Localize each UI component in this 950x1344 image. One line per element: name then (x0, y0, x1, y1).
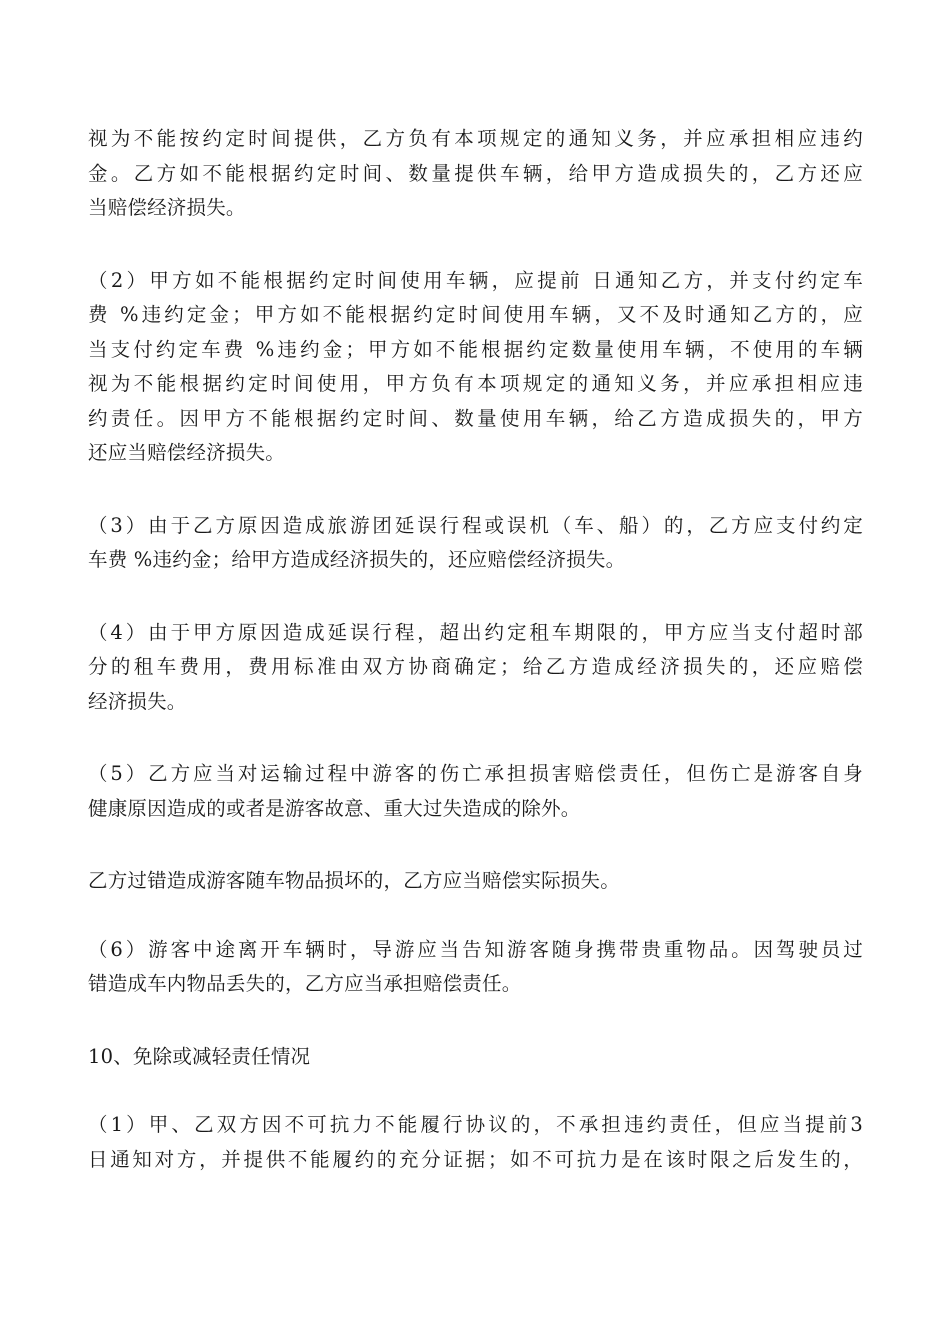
text-line: 金。乙方如不能根据约定时间、数量提供车辆，给甲方造成损失的，乙方还应 (88, 161, 863, 185)
paragraph-clause-2 (88, 264, 863, 471)
text-line: 视为不能根据约定时间使用，甲方负有本项规定的通知义务，并应承担相应违 (88, 372, 863, 395)
text-line: 经济损失。 (88, 689, 187, 713)
paragraph-clause-3 (88, 509, 863, 578)
text-line: （4）由于甲方原因造成延误行程，超出约定租车期限的，甲方应当支付超时部 (88, 620, 863, 644)
paragraph-clause-4 (88, 616, 863, 720)
paragraph-continuation (88, 122, 863, 226)
text-line: （5）乙方应当对运输过程中游客的伤亡承担损害赔偿责任，但伤亡是游客自身 (88, 762, 863, 785)
text-line: 健康原因造成的或者是游客故意、重大过失造成的除外。 (88, 796, 581, 820)
text-line: 当赔偿经济损失。 (88, 196, 246, 219)
text-line: （6）游客中途离开车辆时，导游应当告知游客随身携带贵重物品。因驾驶员过 (88, 937, 863, 961)
text-line: 错造成车内物品丢失的，乙方应当承担赔偿责任。 (88, 972, 522, 995)
text-line: 乙方过错造成游客随车物品损坏的，乙方应当赔偿实际损失。 (88, 869, 620, 892)
text-line: 约责任。因甲方不能根据约定时间、数量使用车辆，给乙方造成损失的，甲方 (88, 406, 863, 430)
section-heading (88, 1040, 863, 1075)
paragraph-clause-5-supplement (88, 864, 863, 899)
text-line: （2）甲方如不能根据约定时间使用车辆，应提前 日通知乙方，并支付约定车 (88, 268, 863, 292)
paragraph-clause-6 (88, 933, 863, 1002)
text-line: 还应当赔偿经济损失。 (88, 441, 286, 464)
text-line: 10、免除或减轻责任情况 (88, 1044, 311, 1068)
text-line: 费 %违约定金；甲方如不能根据约定时间使用车辆，又不及时通知乙方的，应 (88, 303, 863, 326)
text-line: 当支付约定车费 %违约金；甲方如不能根据约定数量使用车辆，不使用的车辆 (88, 337, 863, 361)
text-line: 车费 %违约金；给甲方造成经济损失的，还应赔偿经济损失。 (88, 548, 626, 571)
text-line: 分的租车费用，费用标准由双方协商确定；给乙方造成经济损失的，还应赔偿 (88, 655, 863, 678)
text-line: （1）甲、乙双方因不可抗力不能履行协议的，不承担违约责任，但应当提前3 (88, 1113, 863, 1136)
document-body (88, 122, 863, 1215)
paragraph-exemption-1 (88, 1108, 863, 1177)
text-line: 视为不能按约定时间提供，乙方负有本项规定的通知义务，并应承担相应违约 (88, 127, 863, 150)
text-line: 日通知对方，并提供不能履约的充分证据；如不可抗力是在该时限之后发生的， (88, 1147, 863, 1171)
paragraph-clause-5 (88, 757, 863, 826)
text-line: （3）由于乙方原因造成旅游团延误行程或误机（车、船）的，乙方应支付约定 (88, 513, 863, 537)
